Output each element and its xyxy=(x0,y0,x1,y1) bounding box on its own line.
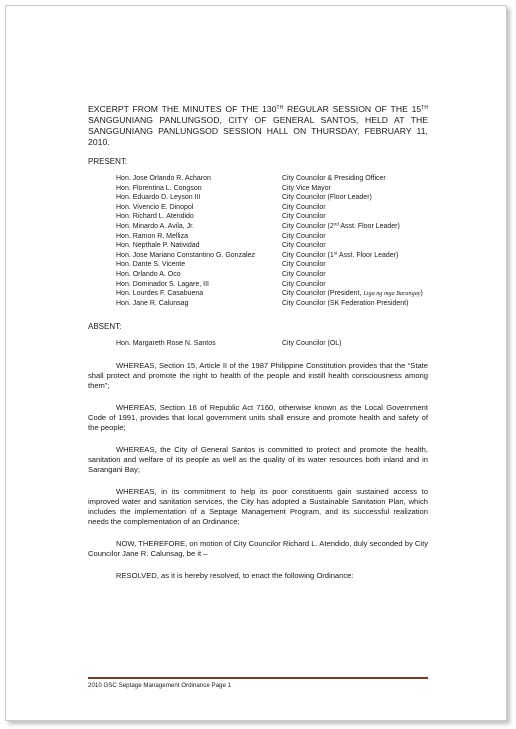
roster-row xyxy=(116,251,428,261)
member-name: Hon. Eduardo D. Leyson III xyxy=(116,194,201,202)
resolution-paragraph: RESOLVED, as it is hereby resolved, to enact the following Ordinance: xyxy=(116,570,354,580)
member-role: City Councilor xyxy=(282,242,326,250)
member-role xyxy=(282,222,400,232)
member-name: Hon. Minardo A. Avila, Jr. xyxy=(116,222,195,230)
roster-row xyxy=(116,260,428,270)
absent-label: ABSENT: xyxy=(88,322,122,332)
member-role-text: Asst. Floor Leader) xyxy=(337,251,399,259)
roster-row xyxy=(116,174,428,184)
resolution-paragraph: WHEREAS, Section 16 of Republic Act 7160, otherwise known as the Local Government Code of 1991, provides that local government units shall ensure and promote health and safety of the people; xyxy=(88,402,428,432)
resolution-paragraph: WHEREAS, the City of General Santos is committed to protect and promote the health, sanitation and welfare of its people as well as the quality of its water resources both inland and in Sarangani Bay; xyxy=(88,444,428,474)
roster-row xyxy=(116,289,428,299)
member-role-ordinal: nd xyxy=(333,221,339,227)
member-role: City Vice Mayor xyxy=(282,184,331,192)
member-role: City Councilor xyxy=(282,270,326,278)
minutes-heading xyxy=(88,104,428,148)
member-name: Hon. Margareth Rose N. Santos xyxy=(116,340,216,348)
roster-row xyxy=(116,339,428,349)
absent-list xyxy=(116,339,428,349)
present-label: PRESENT: xyxy=(88,157,128,166)
member-name: Hon. Jose Mariano Constantino G. Gonzalez xyxy=(116,251,255,259)
member-role xyxy=(282,289,423,299)
member-role: City Councilor (Floor Leader) xyxy=(282,194,372,202)
member-role: City Councilor & Presiding Officer xyxy=(282,175,386,182)
roster-row xyxy=(116,222,428,232)
member-name: Hon. Dante S. Vicente xyxy=(116,261,186,269)
member-name: Hon. Jane R. Calunsag xyxy=(116,299,189,307)
roster-row xyxy=(116,280,428,290)
member-role xyxy=(282,251,398,261)
member-role-text: Asst. Floor Leader) xyxy=(338,222,400,230)
roster-row xyxy=(116,241,428,251)
member-role: City Councilor xyxy=(282,280,326,288)
member-role-ordinal: st xyxy=(333,250,338,256)
member-name: Hon. Vivencio E. Dinopol xyxy=(116,203,194,211)
roster-row xyxy=(116,232,428,242)
member-name: Hon. Nepthale P. Natividad xyxy=(116,242,200,250)
resolution-paragraphs xyxy=(88,361,428,581)
document-body xyxy=(88,104,428,581)
member-name: Hon. Orlando A. Oco xyxy=(116,270,181,278)
roster-row xyxy=(116,203,428,213)
member-name: Hon. Lourdes F. Casabuena xyxy=(116,290,204,298)
member-role: City Councilor (SK Federation President) xyxy=(282,299,409,307)
member-role: City Councilor xyxy=(282,261,326,269)
member-role-org: Liga ng mga Barangay xyxy=(363,290,421,298)
page-footer: 2010 GSC Septage Management Ordinance Page 1 xyxy=(88,682,232,689)
heading-text-3: SANGGUNIANG PANLUNGSOD, CITY OF GENERAL SANTOS, HELD AT THE SANGGUNIANG PANLUNGSOD SESSION HALL ON THURSDAY, FEBRUARY 11, 2010. xyxy=(88,115,428,147)
member-role: City Councilor xyxy=(282,213,326,221)
heading-sup-1: TH xyxy=(276,105,284,111)
roster-row xyxy=(116,299,428,309)
member-role: City Councilor (OL) xyxy=(282,340,342,348)
member-name: Hon. Ramon R. Melliza xyxy=(116,232,188,240)
heading-text-1: EXCERPT FROM THE MINUTES OF THE 130 xyxy=(88,104,277,114)
member-name: Hon. Dominador S. Lagare, III xyxy=(116,280,209,288)
heading-text-2: REGULAR SESSION OF THE 15 xyxy=(283,104,422,114)
member-role: City Councilor xyxy=(282,203,326,211)
footer-divider xyxy=(88,677,428,679)
member-role-text: City Councilor (1 xyxy=(282,251,334,259)
resolution-paragraph: WHEREAS, in its commitment to help its poor constituents gain sustained access to improved water and sanitation services, the City has adopted a Sustainable Sanitation Plan, which includes the implementation of a Septage Management Program, and its successful realization needs the complementation of an Ordinance; xyxy=(88,486,428,526)
roster-row xyxy=(116,193,428,203)
present-list xyxy=(116,174,428,308)
roster-row xyxy=(116,270,428,280)
member-name: Hon. Richard L. Atendido xyxy=(116,213,194,221)
member-name: Hon. Jose Orlando R. Acharon xyxy=(116,175,211,182)
member-role-text: ) xyxy=(420,290,423,298)
member-name: Hon. Florentina L. Congson xyxy=(116,184,202,192)
roster-row xyxy=(116,212,428,222)
roster-row xyxy=(116,184,428,194)
resolution-paragraph: NOW, THEREFORE, on motion of City Councilor Richard L. Atendido, duly seconded by City Councilor Jane R. Calunsag, be it – xyxy=(88,538,428,558)
member-role-text: City Councilor (2 xyxy=(282,222,334,230)
resolution-paragraph: WHEREAS, Section 15, Article II of the 1987 Philippine Constitution provides that the “State shall protect and promote the right to health of the people and instill health consciousness among them”; xyxy=(88,360,428,390)
member-role-text: City Councilor (President, xyxy=(282,290,364,298)
heading-sup-2: TH xyxy=(421,105,428,111)
member-role: City Councilor xyxy=(282,232,326,240)
